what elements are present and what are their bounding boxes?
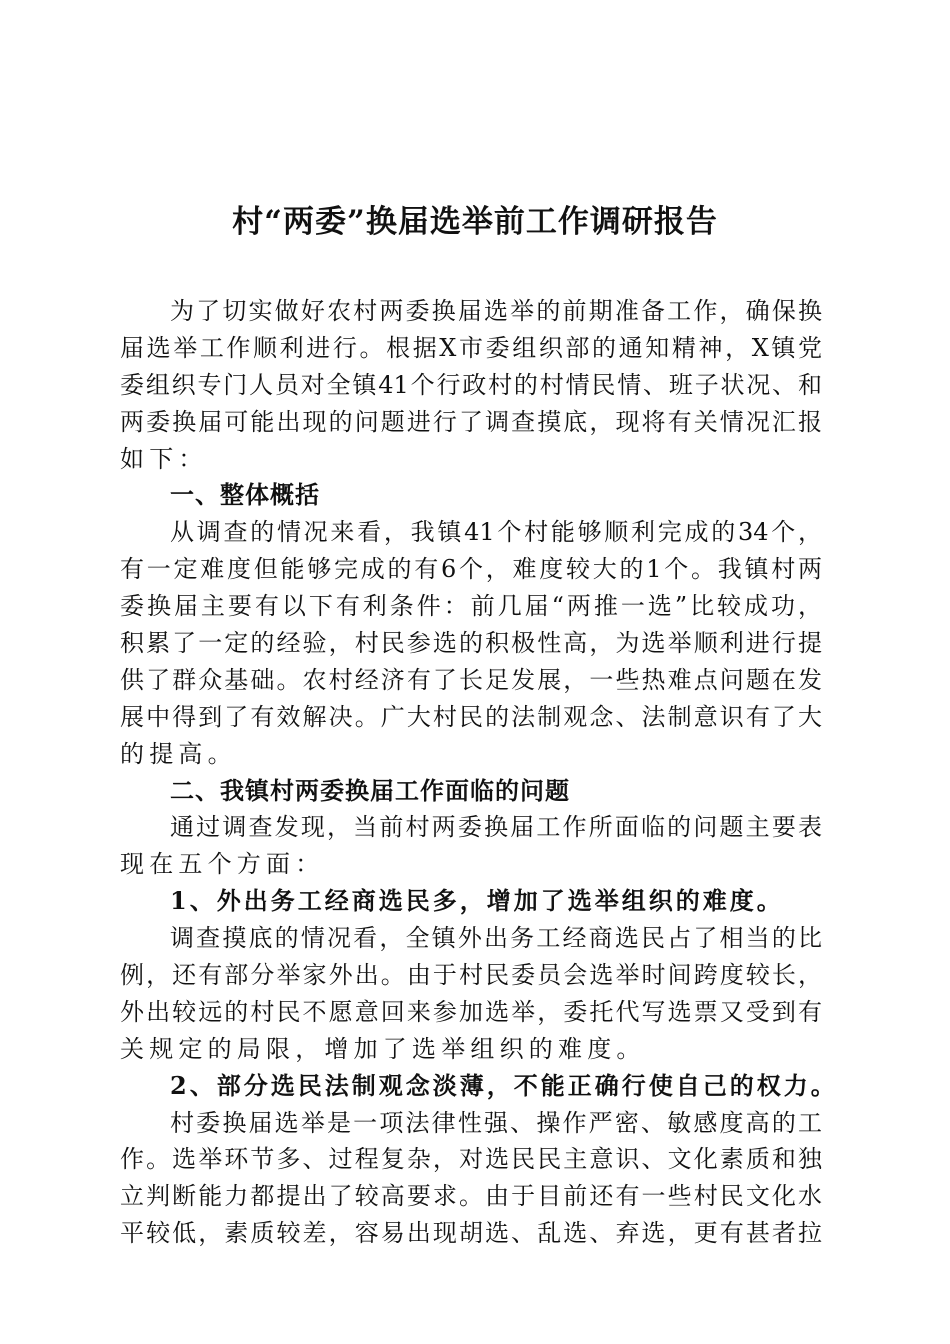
text-line: 委组织专门人员对全镇41个行政村的村情民情、班子状况、和 xyxy=(120,370,822,399)
text-line: 村委换届选举是一项法律性强、操作严密、敏感度高的工 xyxy=(170,1108,822,1137)
text-line: 供了群众基础。农村经济有了长足发展，一些热难点问题在发 xyxy=(120,665,822,694)
intro-paragraph xyxy=(120,293,822,477)
text-line: 例，还有部分举家外出。由于村民委员会选举时间跨度较长， xyxy=(120,961,822,990)
subsection-heading: 2、部分选民法制观念淡薄，不能正确行使自己的权力。 xyxy=(170,1070,838,1100)
text-line: 届选举工作顺利进行。根据X市委组织部的通知精神，X镇党 xyxy=(120,333,822,362)
text-line: 为了切实做好农村两委换届选举的前期准备工作，确保换 xyxy=(170,297,822,325)
section-paragraph xyxy=(120,809,822,883)
section-heading: 一、整体概括 xyxy=(170,480,320,510)
subsection-paragraph xyxy=(120,1105,822,1253)
text-line: 现在五个方面： xyxy=(120,850,325,879)
text-line: 平较低，素质较差，容易出现胡选、乱选、弃选，更有甚者拉 xyxy=(120,1219,822,1248)
text-line: 通过调查发现，当前村两委换届工作所面临的问题主要表 xyxy=(170,813,822,842)
document-body xyxy=(120,293,838,1252)
section-heading: 二、我镇村两委换届工作面临的问题 xyxy=(170,775,570,805)
text-line: 调查摸底的情况看，全镇外出务工经商选民占了相当的比 xyxy=(170,924,822,953)
text-line: 展中得到了有效解决。广大村民的法制观念、法制意识有了大 xyxy=(120,702,822,731)
document-title: 村“两委”换届选举前工作调研报告 xyxy=(232,204,718,240)
text-line: 从调查的情况来看，我镇41个村能够顺利完成的34个， xyxy=(170,518,822,547)
text-line: 有一定难度但能够完成的有6个，难度较大的1个。我镇村两 xyxy=(120,555,822,584)
text-line: 作。选举环节多、过程复杂，对选民民主意识、文化素质和独 xyxy=(120,1145,822,1174)
text-line: 积累了一定的经验，村民参选的积极性高，为选举顺利进行提 xyxy=(120,629,822,658)
text-line: 关规定的局限，增加了选举组织的难度。 xyxy=(120,1034,646,1063)
text-line: 委换届主要有以下有利条件：前几届“两推一选”比较成功， xyxy=(120,592,822,621)
text-line: 立判断能力都提出了较高要求。由于目前还有一些村民文化水 xyxy=(120,1182,822,1211)
text-line: 的提高。 xyxy=(120,739,237,768)
subsection-heading: 1、外出务工经商选民多，增加了选举组织的难度。 xyxy=(170,886,784,916)
subsection-paragraph xyxy=(120,920,822,1068)
section-paragraph xyxy=(120,514,822,772)
text-line: 如下： xyxy=(120,444,208,473)
text-line: 两委换届可能出现的问题进行了调查摸底，现将有关情况汇报 xyxy=(120,407,822,436)
text-line: 外出较远的村民不愿意回来参加选举，委托代写选票又受到有 xyxy=(120,997,822,1026)
